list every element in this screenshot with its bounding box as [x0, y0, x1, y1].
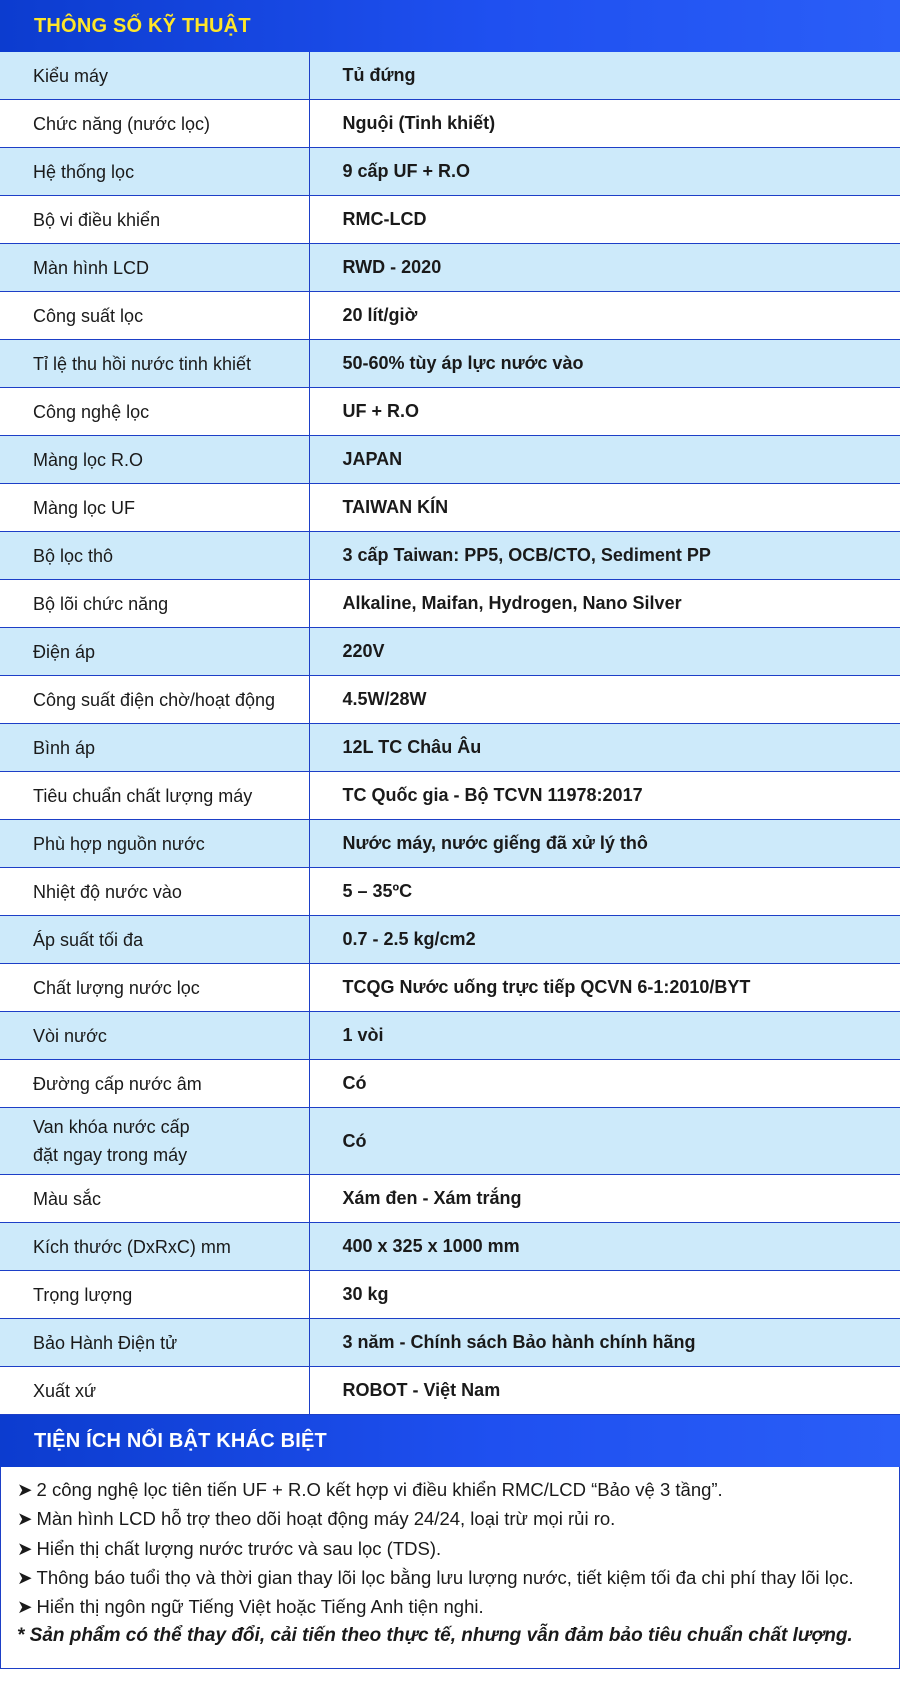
- spec-value: 3 năm - Chính sách Bảo hành chính hãng: [309, 1319, 900, 1367]
- arrow-icon: ➤: [17, 1596, 33, 1618]
- spec-row: [0, 580, 900, 628]
- spec-label: Phù hợp nguồn nước: [0, 820, 309, 868]
- spec-value: Xám đen - Xám trắng: [309, 1175, 900, 1223]
- spec-value: RWD - 2020: [309, 244, 900, 292]
- spec-title: THÔNG SỐ KỸ THUẬT: [34, 14, 251, 37]
- spec-value: 0.7 - 2.5 kg/cm2: [309, 916, 900, 964]
- list-item: [17, 1563, 899, 1592]
- spec-label: Trọng lượng: [0, 1271, 309, 1319]
- spec-value: 50-60% tùy áp lực nước vào: [309, 340, 900, 388]
- list-item: [17, 1534, 899, 1563]
- spec-label: Công suất lọc: [0, 292, 309, 340]
- spec-value: Có: [309, 1108, 900, 1175]
- spec-value: ROBOT - Việt Nam: [309, 1367, 900, 1415]
- list-item: [17, 1592, 899, 1621]
- spec-value: 220V: [309, 628, 900, 676]
- spec-label: Bộ lọc thô: [0, 532, 309, 580]
- spec-value: Nguội (Tinh khiết): [309, 100, 900, 148]
- feature-text: Hiển thị ngôn ngữ Tiếng Việt hoặc Tiếng Anh tiện nghi.: [36, 1596, 484, 1618]
- spec-label: Nhiệt độ nước vào: [0, 868, 309, 916]
- spec-row: [0, 244, 900, 292]
- spec-label: Kiểu máy: [0, 52, 309, 100]
- spec-row: [0, 676, 900, 724]
- spec-value: Tủ đứng: [309, 52, 900, 100]
- spec-value: Alkaline, Maifan, Hydrogen, Nano Silver: [309, 580, 900, 628]
- spec-row: [0, 1108, 900, 1175]
- spec-value: 30 kg: [309, 1271, 900, 1319]
- spec-value: 12L TC Châu Âu: [309, 724, 900, 772]
- spec-value: TC Quốc gia - Bộ TCVN 11978:2017: [309, 772, 900, 820]
- spec-value: Nước máy, nước giếng đã xử lý thô: [309, 820, 900, 868]
- spec-label: Đường cấp nước âm: [0, 1060, 309, 1108]
- spec-row: [0, 820, 900, 868]
- list-item: [17, 1504, 899, 1533]
- spec-row: [0, 532, 900, 580]
- feature-text: Hiển thị chất lượng nước trước và sau lọc (TDS).: [36, 1537, 442, 1559]
- spec-value: TCQG Nước uống trực tiếp QCVN 6-1:2010/BYT: [309, 964, 900, 1012]
- spec-row: [0, 148, 900, 196]
- spec-header-band: [0, 0, 900, 52]
- spec-row: [0, 1012, 900, 1060]
- spec-row: [0, 1271, 900, 1319]
- spec-label: Hệ thống lọc: [0, 148, 309, 196]
- features-list: [0, 1467, 900, 1669]
- spec-row: [0, 628, 900, 676]
- spec-label: Chất lượng nước lọc: [0, 964, 309, 1012]
- spec-row: [0, 1175, 900, 1223]
- spec-label: Bộ vi điều khiển: [0, 196, 309, 244]
- spec-label: Bảo Hành Điện tử: [0, 1319, 309, 1367]
- spec-label: Chức năng (nước lọc): [0, 100, 309, 148]
- arrow-icon: ➤: [17, 1508, 33, 1530]
- spec-label: Tỉ lệ thu hồi nước tinh khiết: [0, 340, 309, 388]
- feature-text: Thông báo tuổi thọ và thời gian thay lõi lọc bằng lưu lượng nước, tiết kiệm tối đa chi phí thay lõi lọc.: [36, 1566, 854, 1588]
- spec-value: 20 lít/giờ: [309, 292, 900, 340]
- spec-row: [0, 964, 900, 1012]
- spec-value: 1 vòi: [309, 1012, 900, 1060]
- arrow-icon: ➤: [17, 1566, 33, 1588]
- spec-label: Màu sắc: [0, 1175, 309, 1223]
- spec-row: [0, 724, 900, 772]
- features-header-band: [0, 1415, 900, 1467]
- features-title: TIỆN ÍCH NỔI BẬT KHÁC BIỆT: [34, 1429, 327, 1452]
- spec-label: Công suất điện chờ/hoạt động: [0, 676, 309, 724]
- spec-row: [0, 1319, 900, 1367]
- feature-text: 2 công nghệ lọc tiên tiến UF + R.O kết hợp vi điều khiển RMC/LCD “Bảo vệ 3 tầng”.: [36, 1479, 723, 1500]
- spec-label: Màng lọc UF: [0, 484, 309, 532]
- spec-value: 400 x 325 x 1000 mm: [309, 1223, 900, 1271]
- spec-label-line-1: Van khóa nước cấp: [33, 1117, 190, 1137]
- spec-label: Màng lọc R.O: [0, 436, 309, 484]
- spec-row: [0, 340, 900, 388]
- spec-label: Kích thước (DxRxC) mm: [0, 1223, 309, 1271]
- spec-label: Vòi nước: [0, 1012, 309, 1060]
- spec-value: 9 cấp UF + R.O: [309, 148, 900, 196]
- spec-value: 4.5W/28W: [309, 676, 900, 724]
- spec-row: [0, 52, 900, 100]
- spec-label: Xuất xứ: [0, 1367, 309, 1415]
- spec-label: Màn hình LCD: [0, 244, 309, 292]
- spec-row: [0, 772, 900, 820]
- spec-row: [0, 388, 900, 436]
- arrow-icon: ➤: [17, 1537, 33, 1559]
- spec-label-line-2: đặt ngay trong máy: [33, 1145, 188, 1165]
- spec-label: Áp suất tối đa: [0, 916, 309, 964]
- spec-row: [0, 1367, 900, 1415]
- feature-text: Màn hình LCD hỗ trợ theo dõi hoạt động máy 24/24, loại trừ mọi rủi ro.: [36, 1508, 616, 1530]
- spec-label: Điện áp: [0, 628, 309, 676]
- spec-label: Bộ lõi chức năng: [0, 580, 309, 628]
- spec-value: RMC-LCD: [309, 196, 900, 244]
- spec-table: [0, 52, 900, 1415]
- spec-row: [0, 100, 900, 148]
- disclaimer-note: * Sản phẩm có thể thay đổi, cải tiến theo thực tế, nhưng vẫn đảm bảo tiêu chuẩn chất lượng.: [17, 1625, 853, 1647]
- spec-value: UF + R.O: [309, 388, 900, 436]
- spec-label: Tiêu chuẩn chất lượng máy: [0, 772, 309, 820]
- spec-row: [0, 916, 900, 964]
- spec-value: JAPAN: [309, 436, 900, 484]
- spec-row: [0, 484, 900, 532]
- spec-value: 5 – 35ºC: [309, 868, 900, 916]
- list-item: [17, 1475, 899, 1504]
- spec-label: Công nghệ lọc: [0, 388, 309, 436]
- spec-label: [0, 1108, 309, 1175]
- spec-row: [0, 1060, 900, 1108]
- spec-value: TAIWAN KÍN: [309, 484, 900, 532]
- spec-row: [0, 436, 900, 484]
- spec-row: [0, 1223, 900, 1271]
- spec-label: Bình áp: [0, 724, 309, 772]
- spec-row: [0, 196, 900, 244]
- spec-row: [0, 292, 900, 340]
- spec-value: Có: [309, 1060, 900, 1108]
- spec-row: [0, 868, 900, 916]
- spec-value: 3 cấp Taiwan: PP5, OCB/CTO, Sediment PP: [309, 532, 900, 580]
- arrow-icon: ➤: [17, 1479, 33, 1500]
